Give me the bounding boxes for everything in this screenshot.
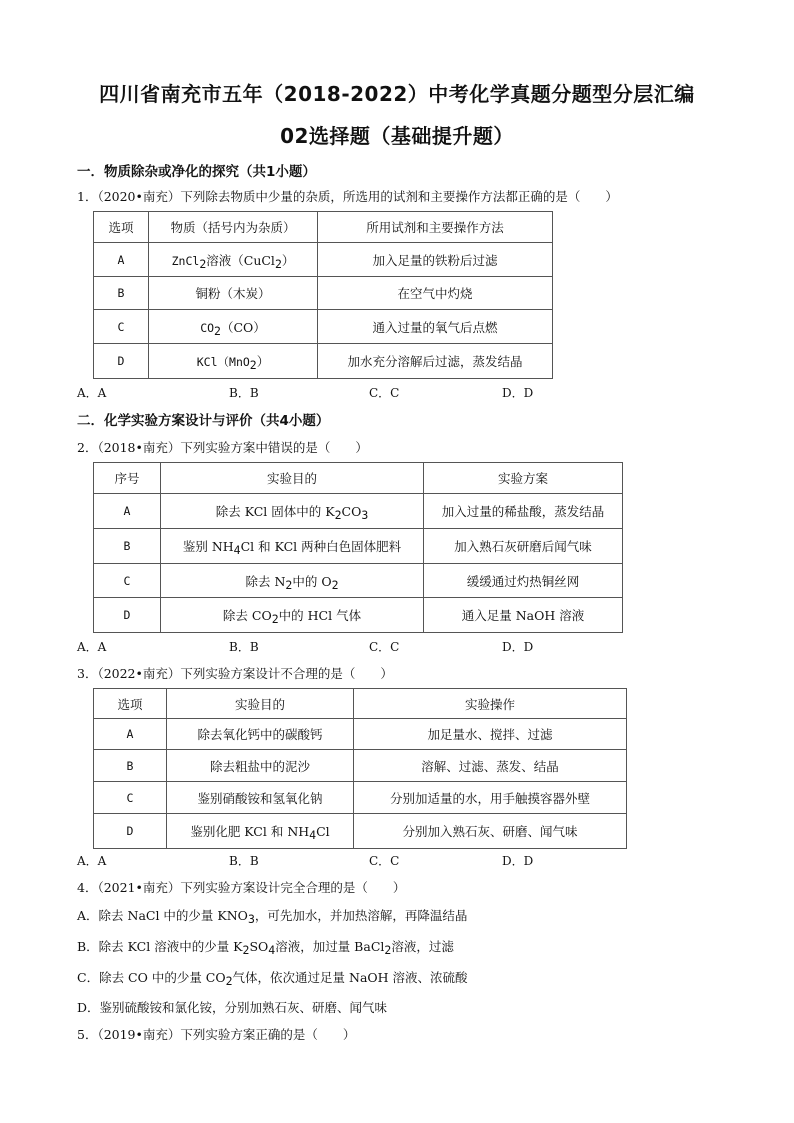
option-cell: A [94,243,149,277]
question-1-table [93,211,553,379]
goal-cell: 鉴别硝酸铵和氢氧化钠 [167,782,354,814]
question-4-option-c: C．除去 CO 中的少量 $CO_2$气体，依次通过足量 NaOH 溶液、浓硫酸 [77,970,468,988]
table-row [94,310,553,344]
table-row [94,494,623,529]
table-header-cell: 实验操作 [354,689,627,719]
material-cell: KCl（MnO$_2$） [149,344,318,379]
table-header-row [94,212,553,243]
material-cell: 铜粉（木炭） [149,277,318,310]
operation-cell: 分别加入熟石灰、研磨、闻气味 [354,814,627,849]
table-row [94,564,623,598]
plan-cell: 加入过量的稀盐酸，蒸发结晶 [424,494,623,529]
table-row [94,277,553,310]
question-4-option-d: D．鉴别硫酸铵和氯化铵，分别加熟石灰、研磨、闻气味 [77,1000,388,1015]
goal-cell: 除去 $N_2$中的 $O_2$ [161,564,424,598]
method-cell: 加水充分溶解后过滤，蒸发结晶 [318,344,553,379]
table-row [94,598,623,633]
table-header-cell: 选项 [94,689,167,719]
choice-b: B．B [229,640,259,654]
table-row [94,719,627,750]
plan-cell: 加入熟石灰研磨后闻气味 [424,529,623,564]
table-header-cell: 物质（括号内为杂质） [149,212,318,243]
question-4-option-a: A．除去 NaCl 中的少量 $KNO_3$，可先加水，并加热溶解，再降温结晶 [77,908,468,926]
section-heading-1: 一．物质除杂或净化的探究（共1小题） [77,164,316,180]
option-cell: A [94,494,161,529]
table-row [94,750,627,782]
method-cell: 加入足量的铁粉后过滤 [318,243,553,277]
method-cell: 通入过量的氧气后点燃 [318,310,553,344]
table-header-cell: 实验目的 [161,463,424,494]
question-3-stem: 3．（2022•南充）下列实验方案设计不合理的是（ ） [77,666,393,681]
question-5-stem: 5．（2019•南充）下列实验方案正确的是（ ） [77,1027,356,1042]
goal-cell: 鉴别化肥 KCl 和 $NH_4Cl$ [167,814,354,849]
table-row [94,243,553,277]
table-row [94,782,627,814]
choice-a: A．A [77,640,107,654]
option-cell: B [94,529,161,564]
table-header-cell: 选项 [94,212,149,243]
choice-a: A．A [77,386,107,400]
choice-c: C．C [369,386,400,400]
operation-cell: 加足量水、搅拌、过滤 [354,719,627,750]
plan-cell: 通入足量 NaOH 溶液 [424,598,623,633]
table-row [94,529,623,564]
goal-cell: 除去 $CO_2$中的 HCl 气体 [161,598,424,633]
choice-c: C．C [369,854,400,868]
choice-a: A．A [77,854,107,868]
option-cell: A [94,719,167,750]
choice-d: D．D [502,386,534,400]
material-cell: $CO_2(CO)$ [149,310,318,344]
option-cell: B [94,750,167,782]
choice-d: D．D [502,854,534,868]
option-cell: D [94,814,167,849]
table-header-cell: 所用试剂和主要操作方法 [318,212,553,243]
option-cell: B [94,277,149,310]
goal-cell: 除去氧化钙中的碳酸钙 [167,719,354,750]
choice-b: B．B [229,854,259,868]
goal-cell: 除去粗盐中的泥沙 [167,750,354,782]
question-4-stem: 4．（2021•南充）下列实验方案设计完全合理的是（ ） [77,880,406,895]
table-row [94,814,627,849]
option-cell: D [94,344,149,379]
option-cell: D [94,598,161,633]
question-4-option-b: B．除去 KCl 溶液中的少量 $K_2SO_4$溶液，加过量 BaCl$_2$溶液，过滤 [77,939,454,957]
operation-cell: 溶解、过滤、蒸发、结晶 [354,750,627,782]
table-header-cell: 实验目的 [167,689,354,719]
section-heading-2: 二．化学实验方案设计与评价（共4小题） [77,413,330,429]
document-subtitle: 02选择题（基础提升题） [280,124,514,148]
choice-c: C．C [369,640,400,654]
plan-cell: 缓缓通过灼热铜丝网 [424,564,623,598]
table-header-row [94,689,627,719]
option-cell: C [94,310,149,344]
table-header-row [94,463,623,494]
table-header-cell: 序号 [94,463,161,494]
operation-cell: 分别加适量的水，用手触摸容器外壁 [354,782,627,814]
method-cell: 在空气中灼烧 [318,277,553,310]
question-1-stem: 1．（2020•南充）下列除去物质中少量的杂质，所选用的试剂和主要操作方法都正确的是（ ） [77,189,618,204]
question-2-stem: 2．（2018•南充）下列实验方案中错误的是（ ） [77,440,368,455]
document-title: 四川省南充市五年（2018-2022）中考化学真题分题型分层汇编 [99,82,695,106]
option-cell: C [94,782,167,814]
option-cell: C [94,564,161,598]
material-cell: ZnCl$_2$溶液（CuCl$_2$） [149,243,318,277]
question-3-table [93,688,627,849]
choice-d: D．D [502,640,534,654]
choice-b: B．B [229,386,259,400]
table-header-cell: 实验方案 [424,463,623,494]
question-2-table [93,462,623,633]
goal-cell: 除去 KCl 固体中的 $K_2CO_3$ [161,494,424,529]
table-row [94,344,553,379]
goal-cell: 鉴别 $NH_4Cl$ 和 KCl 两种白色固体肥料 [161,529,424,564]
